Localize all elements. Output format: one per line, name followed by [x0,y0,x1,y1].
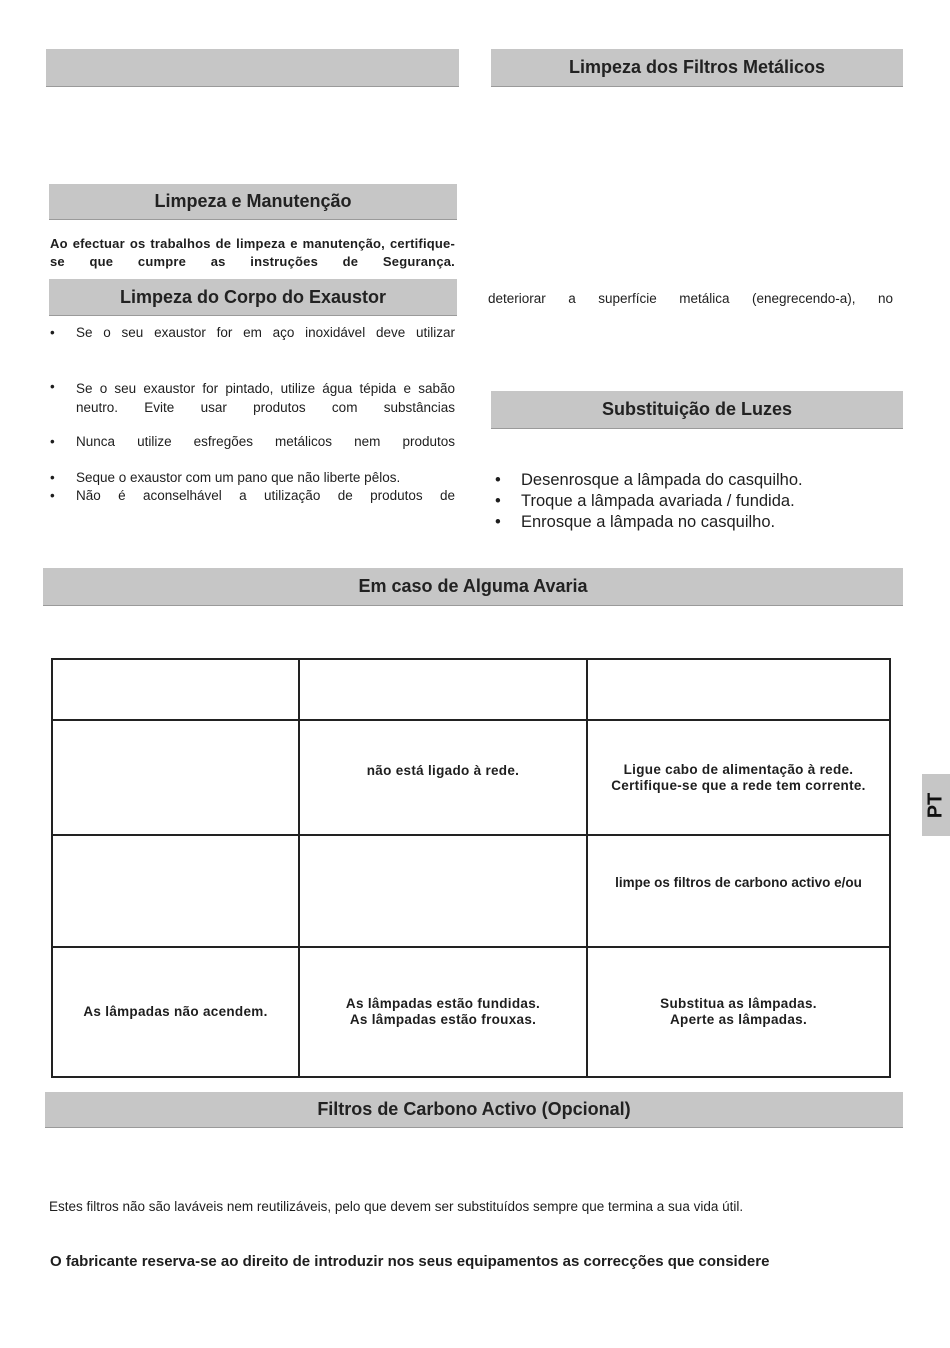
body-bullet-2 [50,379,455,417]
body-bullet-1 [50,325,455,345]
table-row [52,720,890,835]
lights-header: Substituição de Luzes [491,391,903,429]
table-row [52,947,890,1077]
metal-filters-header: Limpeza dos Filtros Metálicos [491,49,903,87]
light-step-text: Desenrosque a lâmpada do casquilho. [521,471,803,489]
bullet-dot: • [495,513,501,531]
cleaning-intro: Ao efectuar os trabalhos de limpeza e manutenção, certifique-se que cumpre as instruções de Segurança. [50,236,455,269]
bullet-dot: • [50,488,55,503]
manufacturer-note: O fabricante reserva-se ao direito de introduzir nos seus equipamentos as correcções que considere [50,1253,770,1270]
table-row [52,659,890,720]
language-tab [922,774,950,836]
bullet-dot: • [50,379,55,394]
carbon-text: Estes filtros não são laváveis nem reutilizáveis, pelo que devem ser substituídos sempre que termina a sua vida útil. [49,1199,744,1214]
body-bullet-text: Seque o exaustor com um pano que não liberte pêlos. [76,470,401,485]
cleaning-header: Limpeza e Manutenção [49,184,457,220]
bullet-dot: • [50,434,55,449]
table-cell [587,659,890,720]
light-step-text: Enrosque a lâmpada no casquilho. [521,513,776,531]
table-cell: As lâmpadas não acendem. [52,947,299,1077]
light-step-3 [495,512,895,533]
table-cell [52,720,299,835]
bullet-dot: • [50,470,55,485]
light-step-1 [495,470,895,491]
table-cell: não está ligado à rede. [299,720,587,835]
table-cell [52,835,299,947]
body-bullet-5 [50,488,455,508]
table-cell: Ligue cabo de alimentação à rede. Certifique-se que a rede tem corrente. [587,720,890,835]
fault-table [51,658,891,1078]
table-cell [299,659,587,720]
table-cell [299,835,587,947]
fault-header: Em caso de Alguma Avaria [43,568,903,606]
body-bullet-3 [50,434,455,454]
body-bullet-text: Não é aconselhável a utilização de produtos de [76,488,455,503]
light-step-2 [495,491,895,512]
body-bullet-text: Nunca utilize esfregões metálicos nem produtos [76,434,455,449]
table-cell [52,659,299,720]
bullet-dot: • [50,325,55,340]
body-cleaning-header: Limpeza do Corpo do Exaustor [49,279,457,316]
bullet-dot: • [495,492,501,510]
language-tab-label: PT [924,792,947,818]
bullet-dot: • [495,471,501,489]
body-bullet-text: Se o seu exaustor for em aço inoxidável deve utilizar [76,325,455,340]
body-bullet-text: Se o seu exaustor for pintado, utilize água tépida e sabão neutro. Evite usar produtos com substâncias [76,381,455,415]
table-cell: limpe os filtros de carbono activo e/ou [587,835,890,947]
table-cell: Substitua as lâmpadas. Aperte as lâmpadas. [587,947,890,1077]
light-step-text: Troque a lâmpada avariada / fundida. [521,492,795,510]
table-row [52,835,890,947]
table-cell: As lâmpadas estão fundidas. As lâmpadas estão frouxas. [299,947,587,1077]
body-bullet-4 [50,470,455,490]
blank-section-header [46,49,459,87]
metal-filters-text: deteriorar a superfície metálica (enegrecendo-a), no [488,291,893,306]
carbon-header: Filtros de Carbono Activo (Opcional) [45,1092,903,1128]
